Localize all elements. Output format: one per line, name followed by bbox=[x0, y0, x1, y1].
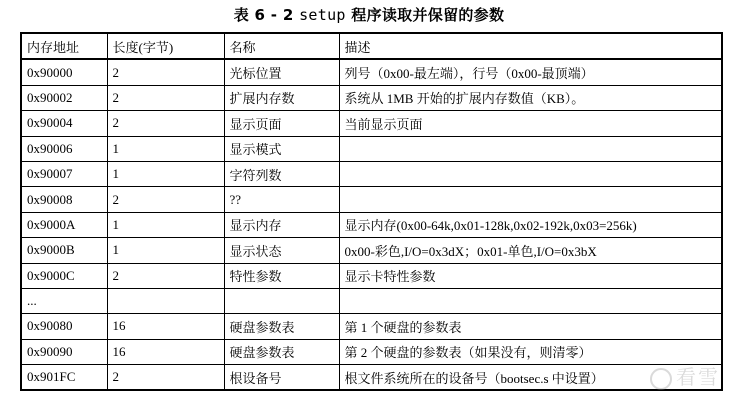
cell-name: 显示内存 bbox=[224, 212, 339, 237]
header-row bbox=[21, 33, 722, 59]
watermark bbox=[650, 361, 720, 390]
cell-description bbox=[339, 136, 722, 161]
cell-address: 0x90000 bbox=[21, 59, 107, 85]
cell-name: 硬盘参数表 bbox=[224, 314, 339, 339]
cell-length bbox=[107, 288, 224, 313]
table-row bbox=[21, 339, 722, 364]
cell-address: 0x90090 bbox=[21, 339, 107, 364]
cell-name bbox=[224, 288, 339, 313]
cell-address: 0x90006 bbox=[21, 136, 107, 161]
header-address: 内存地址 bbox=[21, 33, 107, 59]
cell-description bbox=[339, 187, 722, 212]
table-row bbox=[21, 314, 722, 339]
cell-address: 0x9000C bbox=[21, 263, 107, 288]
cell-name: 显示模式 bbox=[224, 136, 339, 161]
table-row bbox=[21, 365, 722, 391]
cell-address: 0x9000A bbox=[21, 212, 107, 237]
table-row bbox=[21, 161, 722, 186]
cell-name: ?? bbox=[224, 187, 339, 212]
header-name: 名称 bbox=[224, 33, 339, 59]
cell-name: 扩展内存数 bbox=[224, 85, 339, 110]
cell-name: 特性参数 bbox=[224, 263, 339, 288]
cell-length: 16 bbox=[107, 339, 224, 364]
table-row bbox=[21, 59, 722, 85]
cell-length: 2 bbox=[107, 111, 224, 136]
cell-length: 1 bbox=[107, 238, 224, 263]
table-row bbox=[21, 85, 722, 110]
cell-address: 0x90007 bbox=[21, 161, 107, 186]
table-row bbox=[21, 263, 722, 288]
parameter-table bbox=[20, 32, 723, 391]
cell-length: 2 bbox=[107, 187, 224, 212]
caption-prefix: 表 6 - 2 bbox=[233, 6, 300, 24]
cell-name: 根设备号 bbox=[224, 365, 339, 391]
cell-length: 1 bbox=[107, 136, 224, 161]
cell-name: 字符列数 bbox=[224, 161, 339, 186]
cell-description: 第 2 个硬盘的参数表（如果没有，则清零） bbox=[339, 339, 722, 364]
cell-name: 显示页面 bbox=[224, 111, 339, 136]
cell-name: 光标位置 bbox=[224, 59, 339, 85]
cell-address: 0x90008 bbox=[21, 187, 107, 212]
cell-name: 显示状态 bbox=[224, 238, 339, 263]
cell-name: 硬盘参数表 bbox=[224, 339, 339, 364]
cell-address: 0x90004 bbox=[21, 111, 107, 136]
cell-length: 2 bbox=[107, 85, 224, 110]
cell-description bbox=[339, 161, 722, 186]
table-row bbox=[21, 187, 722, 212]
cell-address: 0x901FC bbox=[21, 365, 107, 391]
cell-description: 显示卡特性参数 bbox=[339, 263, 722, 288]
cell-description: 列号（0x00-最左端），行号（0x00-最顶端） bbox=[339, 59, 722, 85]
cell-address: 0x90080 bbox=[21, 314, 107, 339]
cell-length: 1 bbox=[107, 161, 224, 186]
table-row bbox=[21, 212, 722, 237]
cell-description: 系统从 1MB 开始的扩展内存数值（KB）。 bbox=[339, 85, 722, 110]
cell-description: 显示内存(0x00-64k,0x01-128k,0x02-192k,0x03=256k) bbox=[339, 212, 722, 237]
cell-address: 0x9000B bbox=[21, 238, 107, 263]
table-row bbox=[21, 238, 722, 263]
table-row bbox=[21, 136, 722, 161]
cell-length: 2 bbox=[107, 263, 224, 288]
table-row bbox=[21, 288, 722, 313]
watermark-text: 看雪 bbox=[676, 365, 720, 389]
cell-description: 根文件系统所在的设备号（bootsec.s 中设置） bbox=[339, 365, 722, 391]
cell-address: 0x90002 bbox=[21, 85, 107, 110]
table-caption bbox=[0, 4, 738, 25]
cell-length: 1 bbox=[107, 212, 224, 237]
cell-description: 0x00-彩色,I/O=0x3dX；0x01-单色,I/O=0x3bX bbox=[339, 238, 722, 263]
header-description: 描述 bbox=[339, 33, 722, 59]
cell-length: 2 bbox=[107, 365, 224, 391]
cell-description: 第 1 个硬盘的参数表 bbox=[339, 314, 722, 339]
table-row bbox=[21, 111, 722, 136]
cell-address: ... bbox=[21, 288, 107, 313]
cell-description bbox=[339, 288, 722, 313]
caption-code: setup bbox=[299, 6, 346, 24]
cell-length: 2 bbox=[107, 59, 224, 85]
cell-length: 16 bbox=[107, 314, 224, 339]
cell-description: 当前显示页面 bbox=[339, 111, 722, 136]
watermark-logo-icon bbox=[650, 368, 672, 390]
header-length: 长度(字节) bbox=[107, 33, 224, 59]
caption-suffix: 程序读取并保留的参数 bbox=[345, 6, 505, 24]
